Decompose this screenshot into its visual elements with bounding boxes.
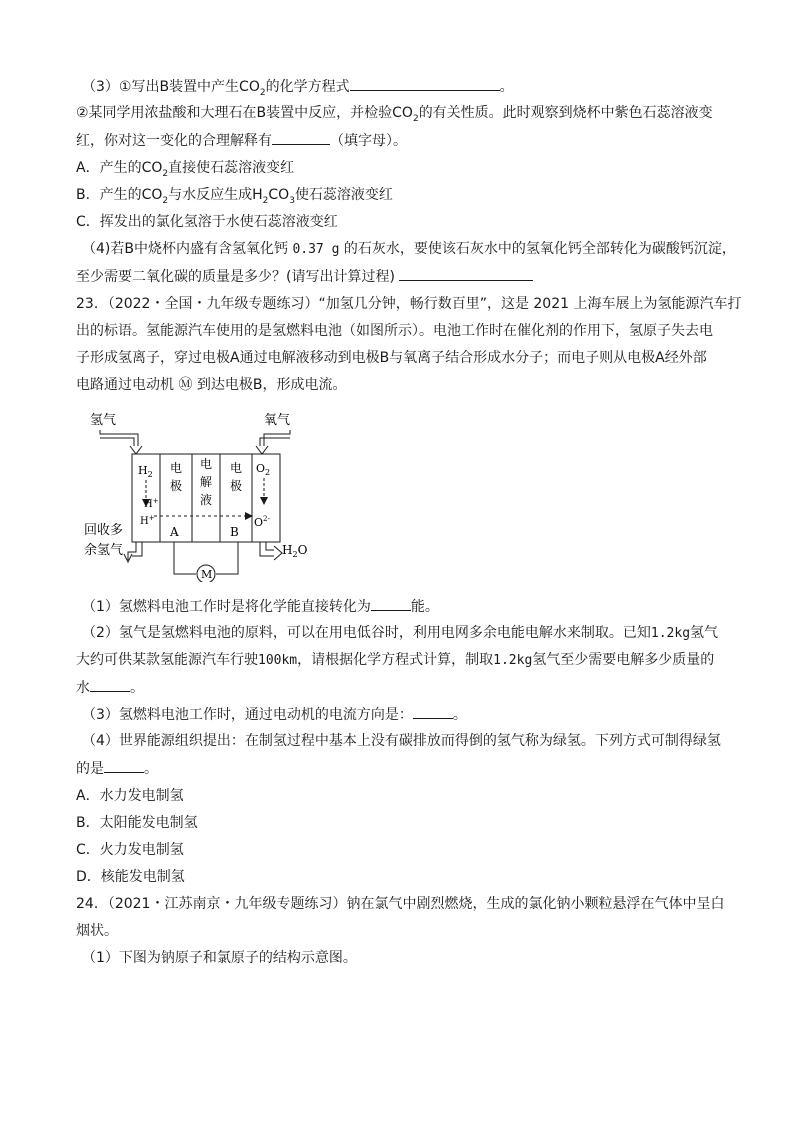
q22-part3b-line2: 红，你对这一变化的合理解释有 （填字母）。 [76, 130, 407, 151]
answer-blank[interactable] [350, 76, 500, 91]
electrode-b-text-1: 电 [230, 461, 243, 475]
answer-blank[interactable] [272, 130, 330, 145]
q24-intro-line1: 24．（2021・江苏南京・九年级专题练习）钠在氯气中剧烈燃烧，生成的氯化钠小颗粒悬浮在气体中呈白 [76, 896, 725, 912]
q23-option-b: B．太阳能发电制氢 [76, 815, 198, 831]
q23-sub2-line1: （2）氢气是氢燃料电池的原料，可以在用电低谷时，利用电网多余电能电解水来制取。已知1.2kg氢气 [82, 625, 719, 641]
motor-label: M [201, 568, 213, 581]
q22-part4-line2: 至少需要二氧化碳的质量是多少？(请写出计算过程) [76, 266, 533, 287]
q23-sub3: （3）氢燃料电池工作时，通过电动机的电流方向是： 。 [82, 704, 467, 725]
electrolyte-text-3: 液 [200, 493, 213, 507]
answer-blank[interactable] [371, 596, 411, 611]
q24-intro-line2: 烟状。 [76, 923, 118, 939]
h-ion-label-2: H+ [140, 514, 155, 527]
q23-intro-line1: 23．（2022・全国・九年级专题练习）“加氢几分钟，畅行数百里”，这是 2021 上海车展上为氢能源汽车打 [76, 296, 742, 312]
water-label: $H_2O$ [282, 543, 308, 559]
electrode-a-text-2: 极 [170, 479, 183, 493]
h2-label: $H_2$ [138, 464, 153, 479]
electrolyte-text-2: 解 [200, 475, 213, 489]
q22-part4-line1: （4)若B中烧杯内盛有含氢氧化钙 0.37 g 的石灰水，要使该石灰水中的氢氧化钙全部转化为碳酸钙沉淀， [82, 241, 736, 257]
q23-sub4-line1: （4）世界能源组织提出：在制氢过程中基本上没有碳排放而得倒的氢气称为绿氢。下列方式可制得绿氢 [82, 733, 721, 749]
recycle-label-2: 余氢气 [84, 543, 124, 558]
q22-option-a: A．产生的$CO_2$直接使石蕊溶液变红 [76, 160, 295, 179]
answer-blank[interactable] [104, 758, 144, 773]
q23-sub1: （1）氢燃料电池工作时是将化学能直接转化为 能。 [82, 596, 439, 617]
q23-intro-line3: 子形成氢离子，穿过电极A通过电解液移动到电极B与氧离子结合形成水分子；而电子则从电极A经外部 [76, 350, 707, 366]
electrode-a-text-1: 电 [170, 461, 183, 475]
water-outlet-arrow [274, 546, 282, 560]
q23-sub2-line2: 大约可供某款氢能源汽车行驶100km，请根据化学方程式计算，制取1.2kg氢气至少需要电解多少质量的 [76, 652, 715, 668]
q23-intro-line4: 电路通过电动机 Ⓜ 到达电极B，形成电流。 [76, 377, 347, 393]
q23-option-c: C．火力发电制氢 [76, 842, 184, 858]
hydrogen-inlet-label: 氢气 [90, 413, 117, 428]
q22-part3-line: （3）①写出B装置中产生$CO_2$的化学方程式 。 [82, 76, 514, 103]
answer-blank[interactable] [399, 266, 533, 281]
electrolyte-text-1: 电 [200, 457, 213, 471]
q23-sub2-line3: 水 。 [76, 677, 144, 698]
q22-option-c: C．挥发出的氯化氢溶于水使石蕊溶液变红 [76, 214, 338, 230]
o2-label: $O_2$ [256, 462, 271, 477]
q23-option-a: A．水力发电制氢 [76, 788, 184, 804]
q23-intro-line2: 出的标语。氢能源汽车使用的是氢燃料电池（如图所示）。电池工作时在催化剂的作用下，氢原子失去电 [76, 323, 713, 339]
q22-option-b: B．产生的$CO_2$与水反应生成$H_2CO_3$使石蕊溶液变红 [76, 187, 393, 206]
answer-blank[interactable] [90, 677, 130, 692]
answer-blank[interactable] [413, 704, 453, 719]
q22-part3b-line1: ②某同学用浓盐酸和大理石在B装置中反应，并检验$CO_2$的有关性质。此时观察到烧杯中紫色石蕊溶液变 [76, 105, 713, 124]
q23-sub4-line2: 的是 。 [76, 758, 158, 779]
recycle-label-1: 回收多 [84, 523, 124, 538]
q24-sub1: （1）下图为钠原子和氯原子的结构示意图。 [82, 950, 357, 966]
q23-option-d: D．核能发电制氢 [76, 869, 185, 885]
fuel-cell-diagram [84, 412, 314, 582]
h2-inlet-arrow [130, 446, 142, 454]
electrode-b-text-2: 极 [230, 479, 243, 493]
electrode-b-label: B [230, 525, 239, 539]
o2-inlet-arrow [256, 446, 268, 454]
electrode-a-label: A [170, 525, 179, 539]
h-ion-label-1: H+ [144, 497, 159, 510]
oxygen-ion-label: $O^{2-}$ [254, 515, 270, 529]
oxygen-inlet-label: 氧气 [264, 413, 291, 428]
